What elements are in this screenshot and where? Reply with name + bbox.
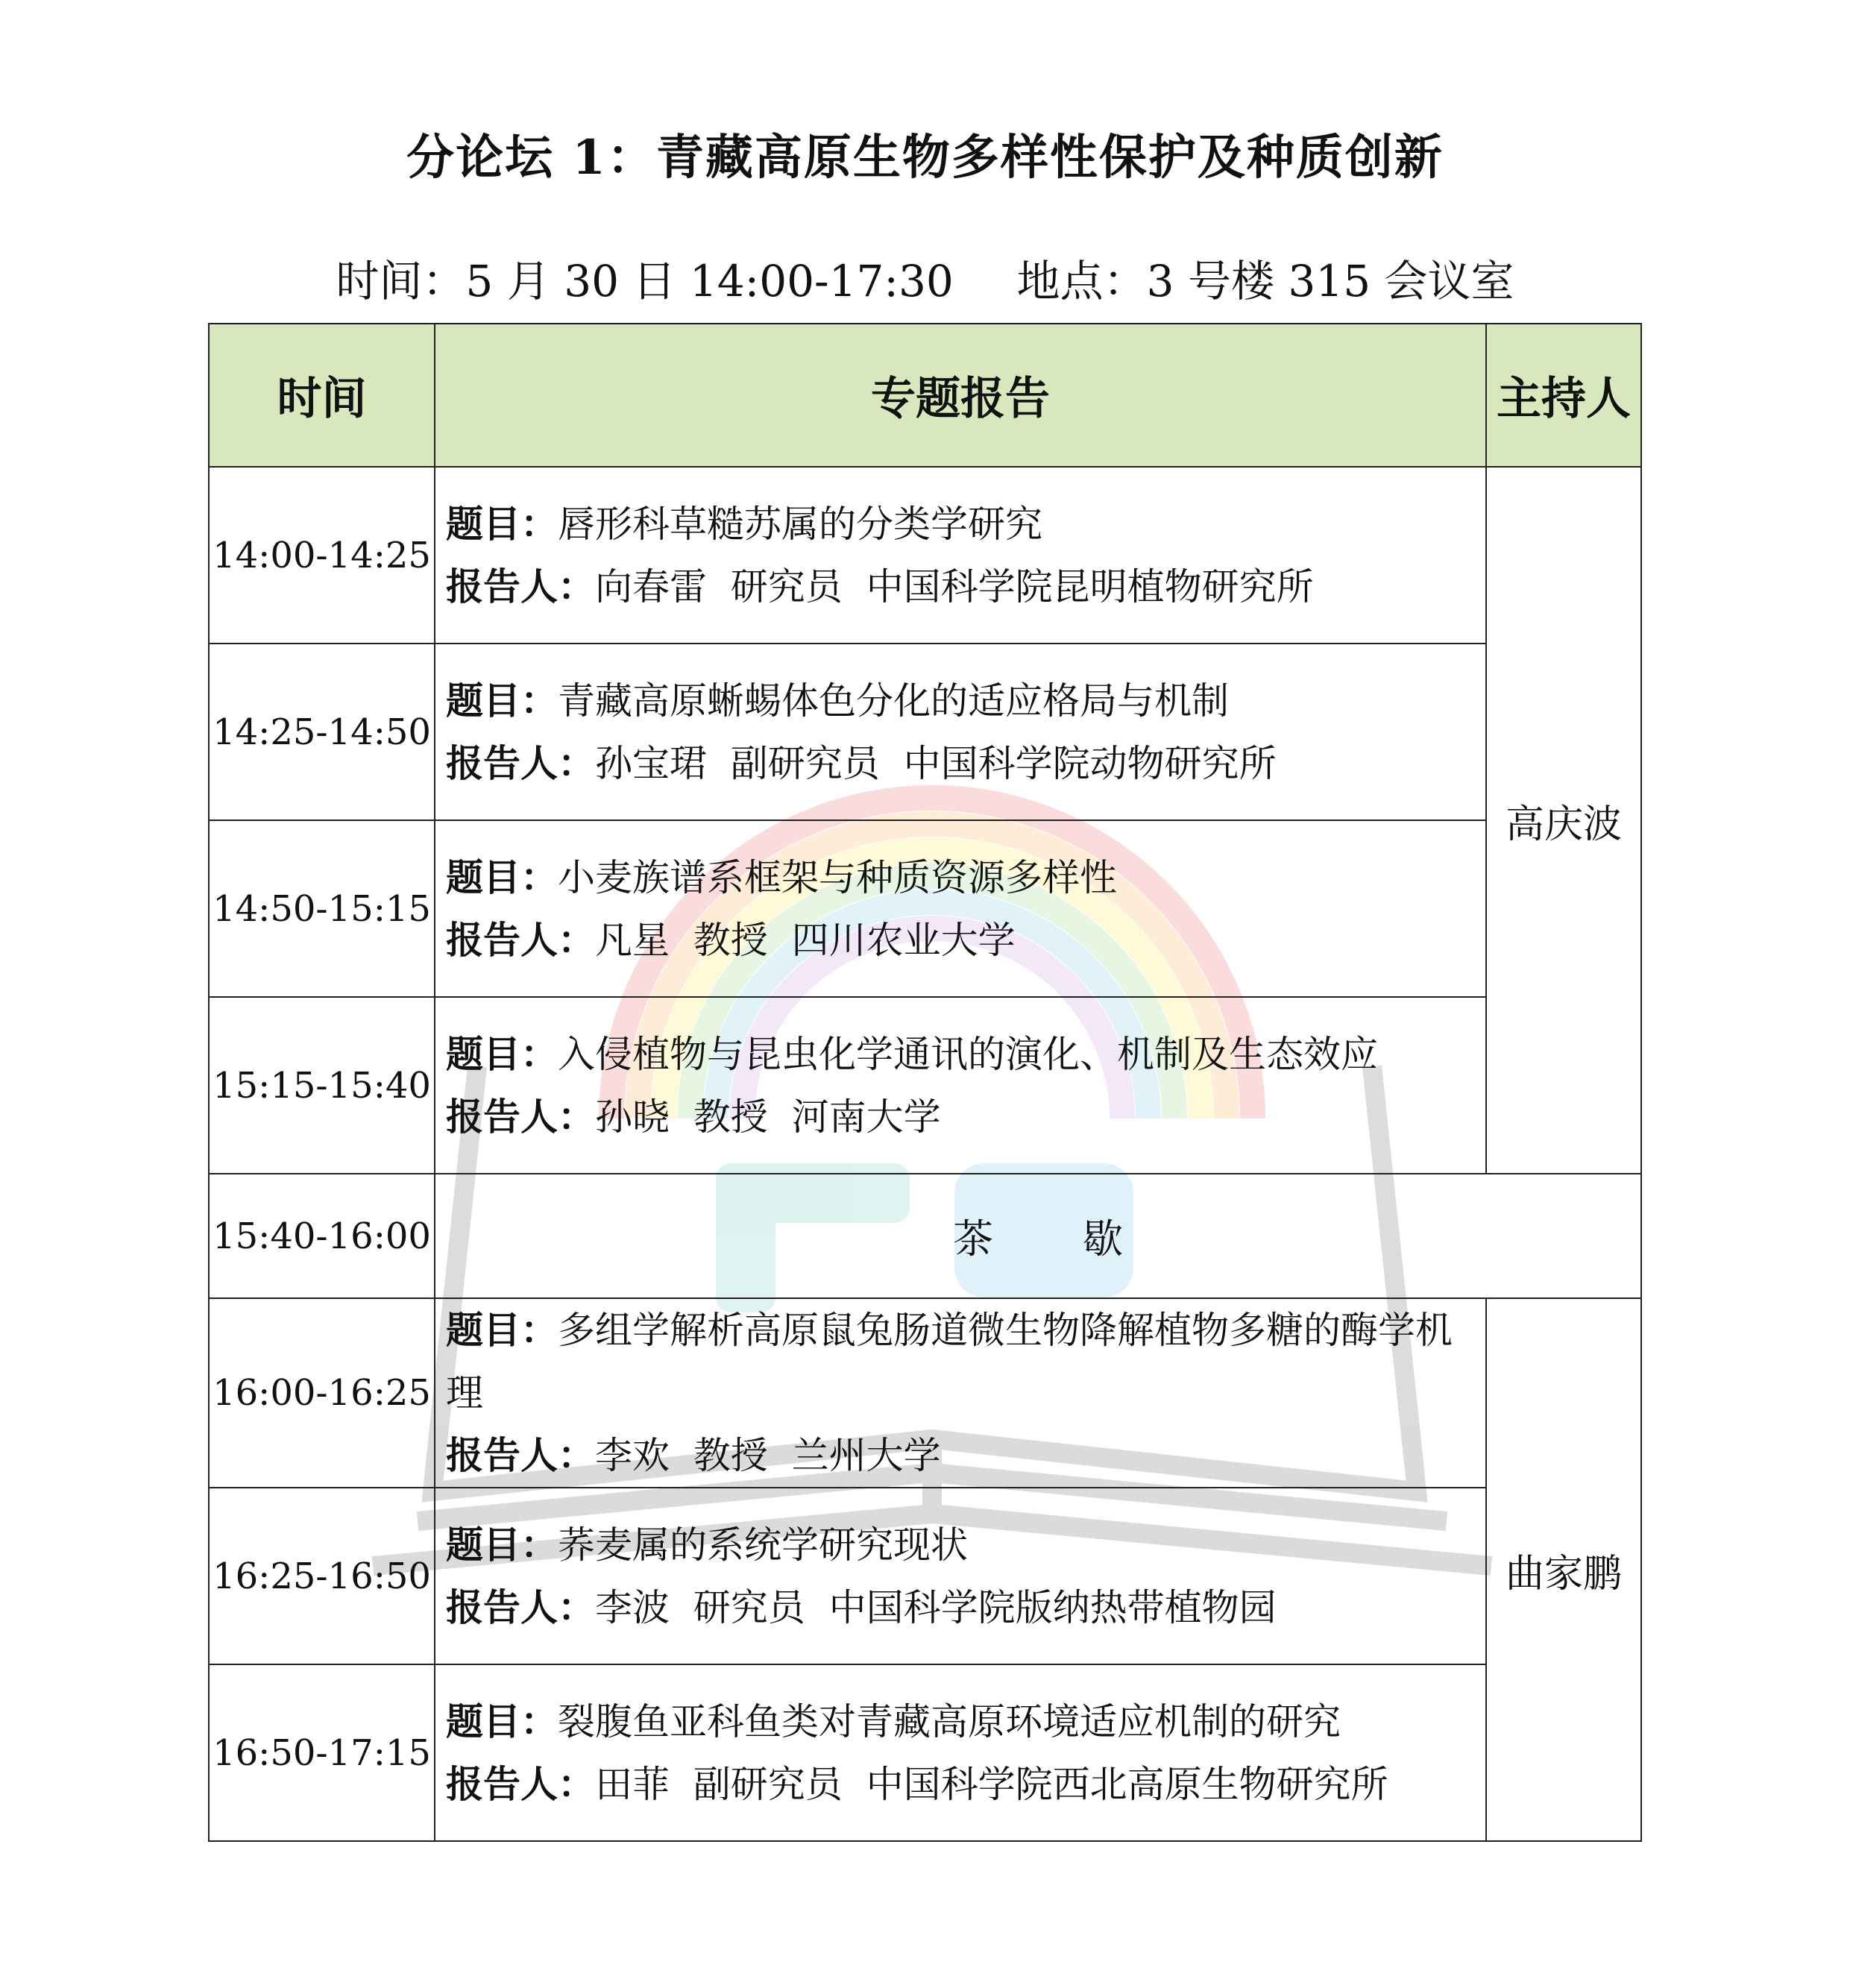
talk-topic bbox=[446, 1514, 1485, 1576]
speaker-label: 报告人： bbox=[446, 1433, 595, 1477]
talk-topic bbox=[446, 493, 1485, 556]
table-header-row bbox=[209, 324, 1641, 467]
talk-speaker bbox=[446, 909, 1485, 972]
speaker-label: 报告人： bbox=[446, 917, 595, 962]
topic-text: 荞麦属的系统学研究现状 bbox=[558, 1523, 968, 1567]
talk-time: 14:25-14:50 bbox=[209, 644, 435, 820]
talk-cell bbox=[435, 1488, 1486, 1664]
session-time: 时间：5 月 30 日 14:00-17:30 bbox=[336, 256, 954, 306]
break-label: 茶歇 bbox=[435, 1174, 1641, 1298]
speaker-label: 报告人： bbox=[446, 1761, 595, 1806]
speaker-text: 凡星 教授 四川农业大学 bbox=[595, 918, 1016, 962]
talk-cell bbox=[435, 820, 1486, 997]
topic-label: 题目： bbox=[446, 1031, 558, 1076]
table-row bbox=[209, 1488, 1641, 1664]
session-info bbox=[0, 246, 1850, 309]
topic-text: 裂腹鱼亚科鱼类对青藏高原环境适应机制的研究 bbox=[558, 1699, 1341, 1743]
talk-speaker bbox=[446, 1753, 1485, 1816]
table-row bbox=[209, 467, 1641, 644]
topic-text: 多组学解析高原鼠兔肠道微生物降解植物多糖的酶学机理 bbox=[446, 1309, 1453, 1415]
speaker-label: 报告人： bbox=[446, 1585, 595, 1629]
talk-cell bbox=[435, 1298, 1486, 1488]
header-time: 时间 bbox=[209, 324, 435, 467]
speaker-label: 报告人： bbox=[446, 1094, 595, 1139]
topic-label: 题目： bbox=[446, 1522, 558, 1567]
speaker-text: 孙宝珺 副研究员 中国科学院动物研究所 bbox=[595, 741, 1277, 785]
topic-text: 唇形科草糙苏属的分类学研究 bbox=[558, 502, 1042, 546]
talk-speaker bbox=[446, 1576, 1485, 1639]
talk-time: 16:00-16:25 bbox=[209, 1298, 435, 1488]
talk-time: 15:15-15:40 bbox=[209, 997, 435, 1174]
talk-speaker bbox=[446, 556, 1485, 618]
break-row bbox=[209, 1174, 1641, 1298]
topic-label: 题目： bbox=[446, 1308, 558, 1352]
table-row bbox=[209, 820, 1641, 997]
talk-speaker bbox=[446, 1086, 1485, 1148]
table-row bbox=[209, 1298, 1641, 1488]
speaker-text: 孙晓 教授 河南大学 bbox=[595, 1095, 941, 1139]
topic-label: 题目： bbox=[446, 1699, 558, 1743]
speaker-label: 报告人： bbox=[446, 740, 595, 785]
topic-text: 入侵植物与昆虫化学通讯的演化、机制及生态效应 bbox=[558, 1032, 1378, 1076]
break-time: 15:40-16:00 bbox=[209, 1174, 435, 1298]
topic-label: 题目： bbox=[446, 501, 558, 546]
schedule-table bbox=[208, 323, 1642, 1842]
talk-time: 14:00-14:25 bbox=[209, 467, 435, 644]
session-venue: 地点：3 号楼 315 会议室 bbox=[1016, 256, 1514, 306]
speaker-text: 田菲 副研究员 中国科学院西北高原生物研究所 bbox=[595, 1762, 1388, 1806]
talk-cell bbox=[435, 997, 1486, 1174]
talk-speaker bbox=[446, 1424, 1485, 1487]
table-row bbox=[209, 644, 1641, 820]
speaker-text: 李波 研究员 中国科学院版纳热带植物园 bbox=[595, 1585, 1277, 1629]
speaker-text: 向春雷 研究员 中国科学院昆明植物研究所 bbox=[595, 564, 1314, 608]
speaker-label: 报告人： bbox=[446, 564, 595, 608]
header-topic: 专题报告 bbox=[435, 324, 1486, 467]
topic-text: 小麦族谱系框架与种质资源多样性 bbox=[558, 855, 1117, 899]
topic-text: 青藏高原蜥蜴体色分化的适应格局与机制 bbox=[558, 679, 1229, 723]
host-cell: 高庆波 bbox=[1486, 467, 1641, 1174]
talk-time: 16:25-16:50 bbox=[209, 1488, 435, 1664]
talk-topic bbox=[446, 1023, 1485, 1086]
table-row bbox=[209, 997, 1641, 1174]
talk-time: 14:50-15:15 bbox=[209, 820, 435, 997]
talk-topic bbox=[446, 1690, 1485, 1753]
talk-topic bbox=[446, 846, 1485, 909]
talk-cell bbox=[435, 1664, 1486, 1841]
talk-cell bbox=[435, 467, 1486, 644]
topic-label: 题目： bbox=[446, 678, 558, 723]
header-host: 主持人 bbox=[1486, 324, 1641, 467]
table-row bbox=[209, 1664, 1641, 1841]
topic-label: 题目： bbox=[446, 855, 558, 899]
talk-speaker bbox=[446, 732, 1485, 795]
talk-topic bbox=[446, 670, 1485, 732]
page-title: 分论坛 1：青藏高原生物多样性保护及种质创新 bbox=[406, 130, 1444, 186]
host-cell: 曲家鹏 bbox=[1486, 1298, 1641, 1841]
talk-time: 16:50-17:15 bbox=[209, 1664, 435, 1841]
talk-cell bbox=[435, 644, 1486, 820]
talk-topic bbox=[446, 1299, 1485, 1424]
speaker-text: 李欢 教授 兰州大学 bbox=[595, 1434, 941, 1477]
